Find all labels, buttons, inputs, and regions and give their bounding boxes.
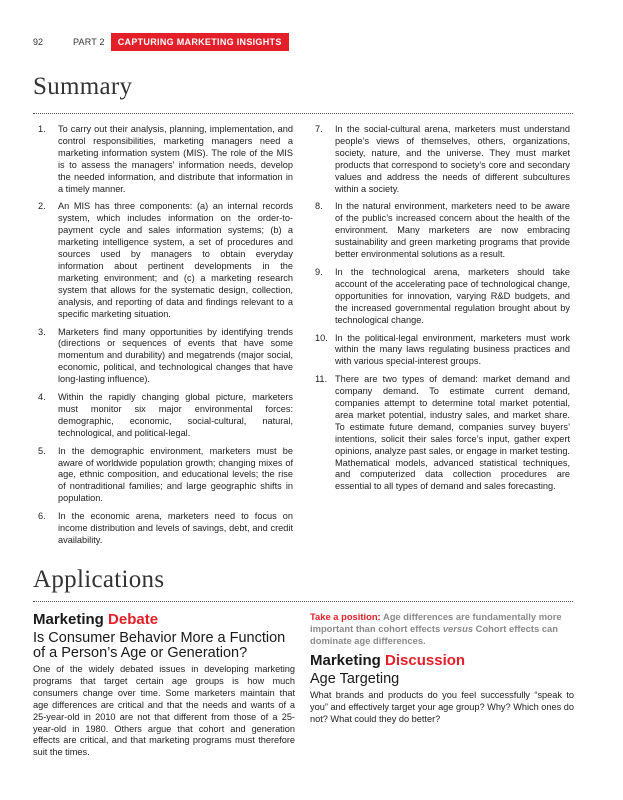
item-text: In the natural environment, marketers need to be aware of the public’s increased concern about the health of the environment. Many marketers are now embracing sustainability and green marketing programs that provide better environmental solutions as a result. bbox=[335, 201, 570, 260]
summary-item bbox=[310, 267, 570, 327]
item-text: In the technological arena, marketers should take account of the accelerating pace of technological change, opportunities for innovation, varying R&D budgets, and the increased governmental regulation brought about by technological change. bbox=[335, 266, 570, 325]
item-text: Marketers find many opportunities by identifying trends (directions or sequences of events that have some momentum and durability) and megatrends (major social, economic, political, and technological changes that have long-lasting influence). bbox=[58, 326, 293, 385]
summary-heading: Summary bbox=[33, 73, 133, 100]
summary-divider bbox=[33, 113, 573, 114]
debate-question: Is Consumer Behavior More a Function of a Person’s Age or Generation? bbox=[33, 630, 286, 661]
summary-list-right bbox=[310, 124, 570, 493]
discussion-body: What brands and products do you feel successfully “speak to you” and effectively target your age group? Why? Which ones do not? What could they do better? bbox=[310, 689, 574, 724]
debate-label-accent: Debate bbox=[108, 611, 159, 628]
item-number: 6. bbox=[38, 511, 46, 522]
item-text: An MIS has three components: (a) an internal records system, which includes information on the order-to-payment cycle and sales information systems; (b) a marketing intelligence system, a set of procedures and sources used by managers to obtain everyday information about pertinent developments in the marketing environment; and (c) a marketing research system that allows for the systematic design, collection, analysis, and reporting of data and findings relevant to a specific marketing situation. bbox=[58, 201, 293, 319]
debate-body: One of the widely debated issues in developing marketing programs that target certain age groups is how much consumers change over time. Some marketers maintain that age differences are critical and that the needs and wants of a 25-year-old in 2010 are not that different from those of a 25-year-old in 1980. Others argue that cohort and generation effects are critical, and that marketing programs must therefore suit the times. bbox=[33, 664, 295, 758]
item-number: 7. bbox=[315, 124, 323, 134]
marketing-debate-box bbox=[33, 611, 295, 759]
item-text: In the political-legal environment, marketers must work within the many laws regulating business practices and with various special-interest groups. bbox=[335, 332, 570, 367]
item-number: 11. bbox=[315, 374, 328, 385]
item-number: 2. bbox=[38, 201, 46, 212]
summary-item bbox=[33, 446, 293, 506]
summary-list-left bbox=[33, 124, 293, 547]
summary-item bbox=[33, 201, 293, 320]
item-text: To carry out their analysis, planning, implementation, and control responsibilities, marketing managers need a marketing information system (MIS). The role of the MIS is to assess the managers’ information needs, develop the needed information, and distribute that information in a timely manner. bbox=[58, 124, 293, 194]
debate-heading bbox=[33, 611, 295, 629]
item-text: Within the rapidly changing global picture, marketers must monitor six major environmental forces: demographic, economic, social-cultural, natural, technological, and political-legal. bbox=[58, 392, 293, 438]
summary-column-right bbox=[310, 124, 570, 499]
summary-item bbox=[33, 327, 293, 387]
summary-column-left bbox=[33, 124, 293, 553]
position-lead: Take a position: bbox=[310, 611, 381, 622]
applications-divider bbox=[33, 601, 573, 602]
item-number: 4. bbox=[38, 392, 46, 403]
item-number: 10. bbox=[315, 332, 328, 343]
discussion-heading bbox=[310, 652, 574, 670]
applications-heading: Applications bbox=[33, 566, 165, 593]
position-text-2: Cohort effects can dominate age differences. bbox=[310, 622, 558, 646]
item-text: In the demographic environment, marketers must be aware of worldwide population growth; changing mixes of age, ethnic composition, and educational levels; the rise of nontraditional families; and large geographic shifts in population. bbox=[58, 445, 293, 504]
item-number: 8. bbox=[315, 201, 323, 212]
item-number: 1. bbox=[38, 124, 46, 134]
summary-item bbox=[33, 392, 293, 440]
item-text: There are two types of demand: market demand and company demand. To estimate current demand, companies attempt to determine total market potential, area market potential, industry sales, and market share. To estimate future demand, companies survey buyers’ intentions, solicit their sales force’s input, gather expert opinions, analyze past sales, or engage in market testing. Mathematical models, advanced statistical techniques, and computerized data collection procedures are essential to all types of demand and sales forecasting. bbox=[335, 374, 570, 492]
summary-item bbox=[310, 333, 570, 369]
summary-item bbox=[33, 511, 293, 547]
summary-item bbox=[33, 124, 293, 195]
page-header bbox=[33, 33, 289, 51]
part-label: PART 2 bbox=[73, 37, 105, 47]
debate-label-main: Marketing bbox=[33, 611, 104, 628]
item-text: In the social-cultural arena, marketers must understand people’s views of themselves, others, organizations, society, nature, and the universe. They must market products that correspond to society’s core and secondary values and address the needs of different subcultures within a society. bbox=[335, 124, 570, 194]
position-versus: versus bbox=[442, 622, 474, 634]
summary-item bbox=[310, 124, 570, 195]
summary-item bbox=[310, 374, 570, 493]
item-number: 5. bbox=[38, 445, 46, 456]
discussion-label-main: Marketing bbox=[310, 651, 381, 669]
item-number: 3. bbox=[38, 326, 46, 337]
applications-right-column bbox=[310, 611, 574, 725]
discussion-topic: Age Targeting bbox=[310, 670, 400, 687]
position-text-1: Age differences are fundamentally more important than cohort effects bbox=[310, 611, 562, 634]
page-number: 92 bbox=[33, 37, 44, 47]
item-text: In the economic arena, marketers need to focus on income distribution and levels of savings, debt, and credit availability. bbox=[58, 511, 293, 545]
item-number: 9. bbox=[315, 266, 323, 277]
take-a-position bbox=[310, 611, 574, 647]
part-title-banner: CAPTURING MARKETING INSIGHTS bbox=[111, 33, 289, 51]
summary-item bbox=[310, 201, 570, 261]
discussion-label-accent: Discussion bbox=[385, 651, 466, 669]
